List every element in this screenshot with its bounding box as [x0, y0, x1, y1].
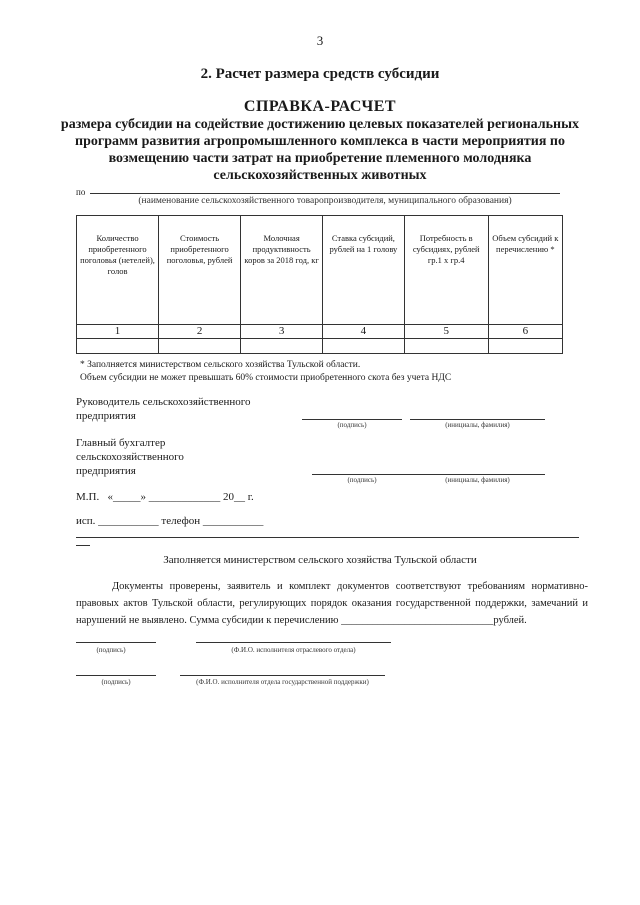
table-empty-row [77, 339, 563, 354]
producer-line [90, 193, 560, 194]
table-number-cell: 4 [323, 325, 405, 339]
head-label: Руководитель сельскохозяйственного предприятия [76, 396, 251, 422]
table-number-cell: 5 [404, 325, 488, 339]
accountant-name-line [410, 474, 545, 475]
table-number-cell: 3 [241, 325, 323, 339]
table-header-cell: Молочная продуктивность коров за 2018 год, кг [241, 216, 323, 325]
accountant-label: Главный бухгалтер сельскохозяйственного предприятия [76, 437, 184, 477]
table-number-row [77, 325, 563, 339]
verification-paragraph: Документы проверены, заявитель и комплект документов соответствуют требованиям нормативно-правовых актов Тульской области, регулирующих порядок оказания государственной поддержки, замечаний и нарушений не выявлено. Сумма субсидии к перечислению _____________________________рублей. [76, 581, 588, 626]
po-label: по [76, 187, 86, 197]
table-number-cell: 2 [159, 325, 241, 339]
subsidy-table [76, 215, 563, 354]
table-number-cell: 1 [77, 325, 159, 339]
exec-name-line-1 [196, 642, 391, 643]
head-signature-hint: (подпись) [337, 421, 367, 429]
note-filled-by-ministry: * Заполняется министерством сельского хозяйства Тульской области. [80, 360, 361, 370]
section-title: 2. Расчет размера средств субсидии [200, 66, 440, 82]
exec-signature-line-1 [76, 642, 156, 643]
table-header-cell: Количество приобретенного поголовья (нетелей), голов [77, 216, 159, 325]
table-header-cell: Потребность в субсидиях, рублей гр.1 х гр.4 [404, 216, 488, 325]
head-signature-line [302, 419, 402, 420]
document-subtitle: размера субсидии на содействие достижению целевых показателей региональных программ развития агропромышленного комплекса в части мероприятия по возмещению части затрат на приобретение племенного молодняка сельскохозяйственных животных [60, 117, 580, 183]
table-header-cell: Объем субсидий к перечислению * [488, 216, 562, 325]
exec-signature-line-2 [76, 675, 156, 676]
exec-signature-hint-1: (подпись) [96, 646, 126, 654]
accountant-signature-hint: (подпись) [347, 476, 377, 484]
table-header-cell: Стоимость приобретенного поголовья, рублей [159, 216, 241, 325]
accountant-initials-hint: (инициалы, фамилия) [445, 476, 510, 484]
exec-name-hint-2: (Ф.И.О. исполнителя отдела государственной поддержки) [196, 678, 369, 686]
contact-line: исп. ___________ телефон ___________ [76, 515, 264, 527]
stamp-date-line: М.П. «_____» _____________ 20__ г. [76, 491, 254, 503]
producer-hint: (наименование сельскохозяйственного товаропроизводителя, муниципального образования) [138, 196, 512, 206]
separator-short [76, 545, 90, 546]
table-header-cell: Ставка субсидий, рублей на 1 голову [323, 216, 405, 325]
accountant-signature-line [312, 474, 412, 475]
page-number: 3 [316, 33, 324, 48]
head-initials-hint: (инициалы, фамилия) [445, 421, 510, 429]
note-subsidy-limit: Объем субсидии не может превышать 60% стоимости приобретенного скота без учета НДС [80, 373, 452, 383]
separator-line [76, 537, 579, 538]
exec-name-hint-1: (Ф.И.О. исполнителя отраслевого отдела) [231, 646, 356, 654]
document-title: СПРАВКА-РАСЧЕТ [243, 98, 397, 115]
ministry-note: Заполняется министерством сельского хозяйства Тульской области [163, 554, 477, 566]
exec-signature-hint-2: (подпись) [101, 678, 131, 686]
exec-name-line-2 [180, 675, 385, 676]
table-header-row [77, 216, 563, 325]
table-number-cell: 6 [488, 325, 562, 339]
head-name-line [410, 419, 545, 420]
